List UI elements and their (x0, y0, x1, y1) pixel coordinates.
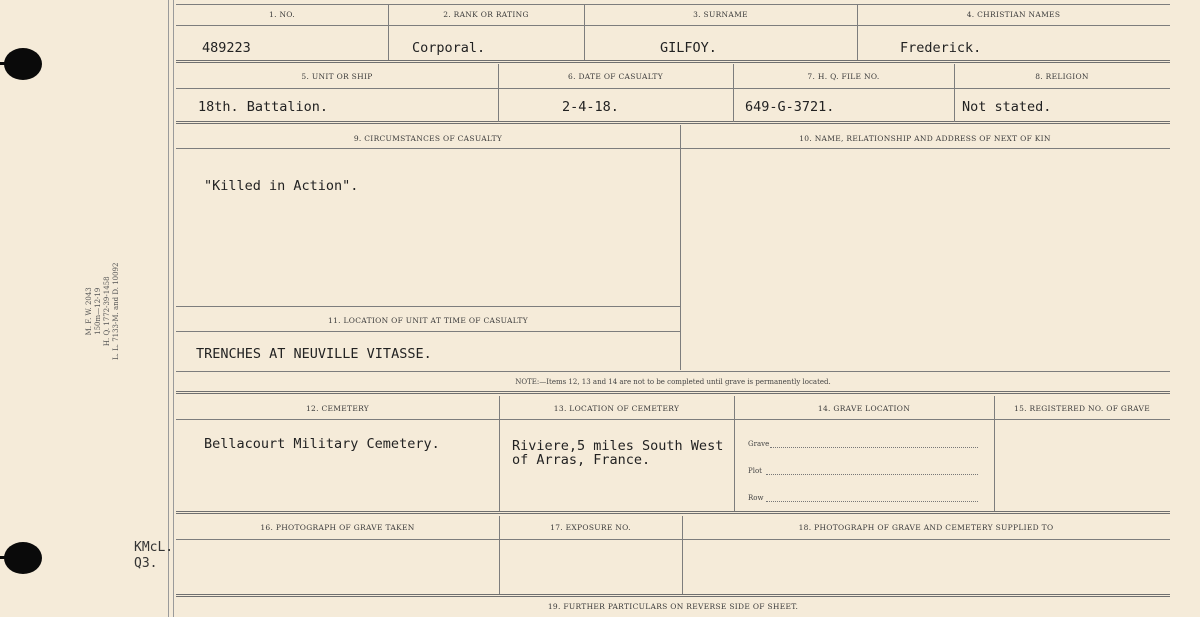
handwritten-line: KMcL. (134, 540, 174, 555)
grave-field-label: Grave (748, 440, 770, 448)
christian-names-label: 4. CHRISTIAN NAMES (966, 10, 1061, 19)
row-field-label: Row (748, 494, 764, 502)
date-label: 6. DATE OF CASUALTY (568, 72, 663, 81)
rule (176, 594, 1170, 597)
next-of-kin-label: 10. NAME, RELATIONSHIP AND ADDRESS OF NEXT OF KIN (799, 134, 1051, 143)
rule (176, 148, 1170, 149)
rule (176, 306, 680, 307)
circumstances-value: "Killed in Action". (204, 178, 359, 194)
christian-names-value: Frederick. (900, 40, 982, 56)
no-label: 1. NO. (269, 10, 295, 19)
location-label: 11. LOCATION OF UNIT AT TIME OF CASUALTY (328, 316, 528, 325)
form-code (85, 263, 121, 360)
rule (176, 88, 1170, 89)
rule (176, 391, 1170, 394)
form-code-line: 150m—12-19 (94, 287, 102, 335)
row-field-line (766, 501, 978, 502)
surname-label: 3. SURNAME (693, 10, 748, 19)
cemetery-label: 12. CEMETERY (305, 404, 370, 413)
grave-location-label: 14. GRAVE LOCATION (817, 404, 911, 413)
rule (176, 60, 1170, 63)
note-text: NOTE:—Items 12, 13 and 14 are not to be completed until grave is permanently located. (515, 378, 831, 386)
form-code-line: H. Q. 1772-39-1458 (103, 276, 111, 347)
handwritten-line: Q3. (134, 556, 158, 571)
rule (176, 25, 1170, 26)
cemetery-location-line1: Riviere,5 miles South West (512, 438, 724, 454)
plot-field-label: Plot (748, 467, 762, 475)
form-code-line: M. F. W. 2043 (85, 287, 93, 336)
rule (176, 121, 1170, 124)
photo-taken-label: 16. PHOTOGRAPH OF GRAVE TAKEN (260, 523, 415, 532)
rule (176, 4, 1170, 5)
surname-value: GILFOY. (660, 40, 717, 56)
binder-hole-bottom (4, 542, 42, 574)
plot-field-line (766, 474, 978, 475)
rank-label: 2. RANK OR RATING (443, 10, 529, 19)
religion-label: 8. RELIGION (1035, 72, 1089, 81)
photo-supplied-label: 18. PHOTOGRAPH OF GRAVE AND CEMETERY SUPPLIED TO (798, 523, 1054, 532)
no-value: 489223 (202, 40, 251, 56)
unit-label: 5. UNIT OR SHIP (301, 72, 373, 81)
divider (499, 396, 500, 511)
registered-no-label: 15. REGISTERED NO. OF GRAVE (1014, 404, 1150, 413)
rule (176, 511, 1170, 514)
date-value: 2-4-18. (562, 99, 619, 115)
form-code-line: L. L. 7133-M. and D. 10092 (112, 262, 120, 360)
hq-file-label: 7. H. Q. FILE NO. (807, 72, 880, 81)
religion-value: Not stated. (962, 99, 1052, 115)
rule (176, 539, 1170, 540)
rank-value: Corporal. (412, 40, 486, 56)
rule (176, 419, 1170, 420)
footer-note: 19. FURTHER PARTICULARS ON REVERSE SIDE OF SHEET. (547, 602, 799, 611)
location-value: TRENCHES AT NEUVILLE VITASSE. (196, 346, 432, 362)
divider (734, 396, 735, 511)
hq-file-value: 649-G-3721. (745, 99, 835, 115)
handwritten-initials (134, 540, 173, 572)
margin-rule (168, 0, 174, 617)
rule (176, 331, 680, 332)
cemetery-location-label: 13. LOCATION OF CEMETERY (553, 404, 680, 413)
divider (680, 125, 681, 370)
grave-field-line (770, 447, 978, 448)
exposure-label: 17. EXPOSURE NO. (550, 523, 631, 532)
unit-value: 18th. Battalion. (198, 99, 329, 115)
binder-hole-top (4, 48, 42, 80)
cemetery-value: Bellacourt Military Cemetery. (204, 436, 440, 452)
divider (994, 396, 995, 511)
cemetery-location-line2: of Arras, France. (512, 452, 651, 468)
rule (176, 371, 1170, 372)
circumstances-label: 9. CIRCUMSTANCES OF CASUALTY (353, 134, 503, 143)
